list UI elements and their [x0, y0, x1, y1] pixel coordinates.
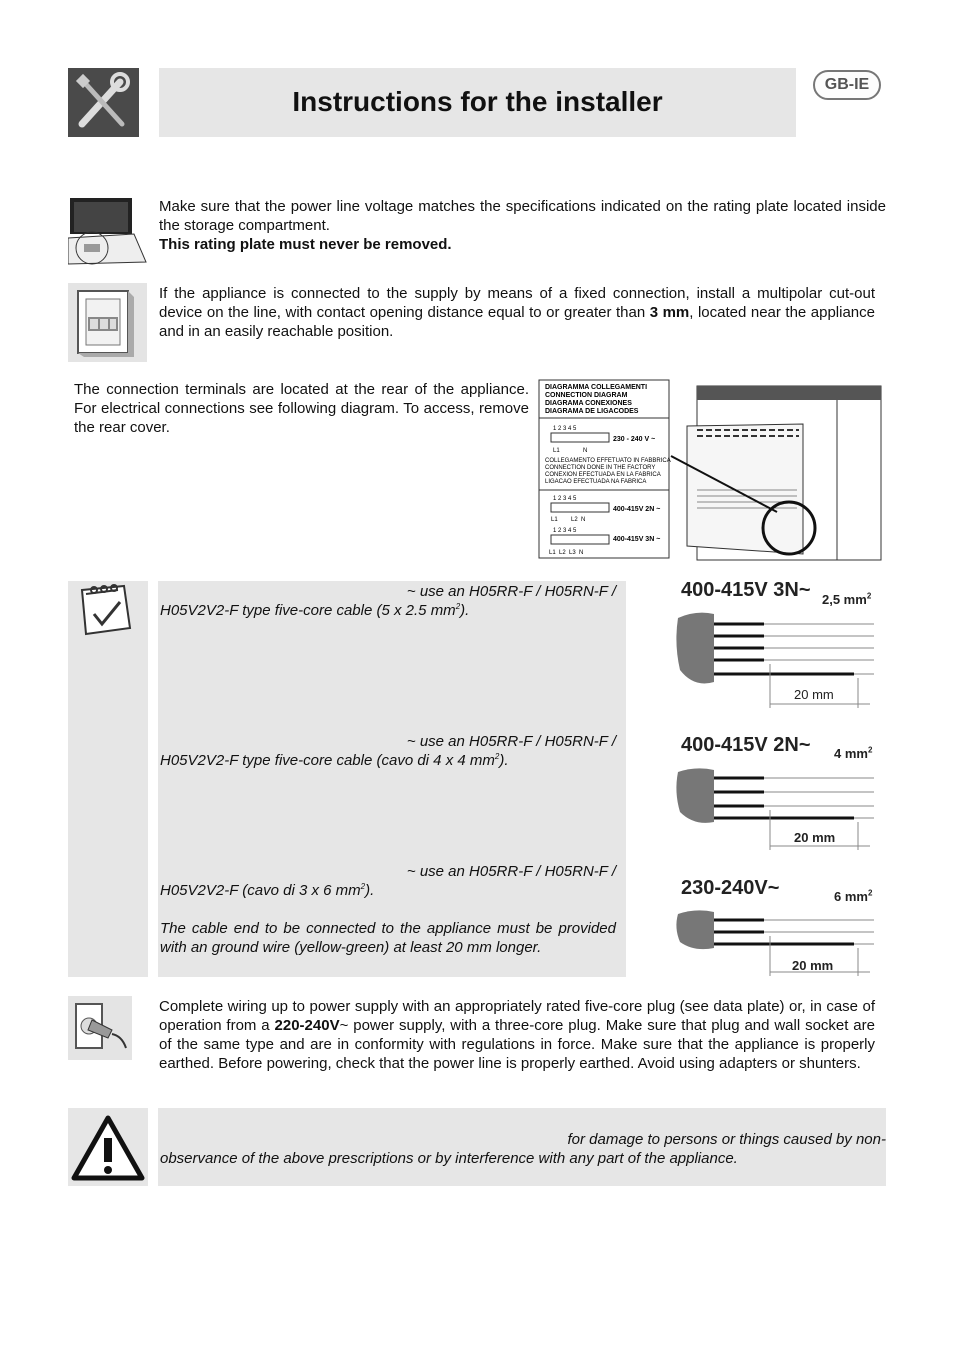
note-2n-end: ). — [499, 752, 509, 769]
cable-3n-drawing — [674, 604, 880, 708]
warning-line1: for damage to persons or things caused by non- — [567, 1131, 886, 1148]
rating-plate-warning: This rating plate must never be removed. — [159, 236, 452, 253]
rating-plate-text: Make sure that the power line voltage matches the specifications indicated on the rating plate located inside the storage compartment. — [159, 198, 886, 234]
note-2n-line2: H05V2V2-F type five-core cable (cavo di 4 x 4 mm — [160, 752, 495, 769]
warning-line2: observance of the above prescriptions or by interference with any part of the appliance. — [160, 1150, 738, 1167]
factory-pt: LIGACAO EFECTUADA NA FABRICA — [545, 479, 647, 485]
ground-wire-note: The cable end to be connected to the appliance must be provided with an ground wire (yellow-green) at least 20 mm longer. — [160, 920, 616, 956]
page-title: Instructions for the installer — [292, 86, 663, 117]
diagram-label-l1b: L1 — [551, 517, 558, 523]
switch-icon — [68, 283, 147, 362]
warning-text — [160, 1130, 886, 1168]
cable-single-length: 20 mm — [792, 958, 834, 973]
cable-3n-section: 2,5 $mm^2$ — [822, 591, 872, 607]
plug-tilde: ~ — [339, 1017, 349, 1034]
cable-2n-drawing — [674, 760, 880, 852]
note-3n-end: ). — [460, 602, 470, 619]
cable-2n-section: 4 $mm^2$ — [834, 745, 873, 761]
note-single-line1: ~ use an H05RR-F / H05RN-F / — [406, 863, 616, 880]
diagram-title-en: CONNECTION DIAGRAM — [545, 392, 628, 399]
factory-it: COLLEGAMENTO EFFETUATO IN FABBRICA — [545, 458, 671, 464]
diagram-label-l1c: L1 — [549, 550, 556, 556]
note-3n-sup: 2 — [455, 602, 461, 611]
diagram-voltage-1: 230 - 240 V ~ — [613, 436, 656, 443]
diagram-label-nc: N — [579, 550, 584, 556]
fixed-connection-text-a: If the appliance is connected to the supply by means of a fixed connection, install a multipolar cut-out device on the line, with contact opening distance equal to or greater than — [159, 285, 875, 321]
rating-plate-paragraph — [159, 197, 886, 254]
cable-3n-length: 20 mm — [794, 687, 834, 702]
note-strip — [68, 581, 148, 977]
connection-diagram — [537, 378, 883, 562]
note-2n-sup: 2 — [494, 752, 500, 761]
note-single-sup: 2 — [360, 882, 366, 891]
note-3n-line2: H05V2V2-F type five-core cable (5 x 2.5 mm — [160, 602, 456, 619]
diagram-label-l2b: L2 — [571, 517, 578, 523]
oven-compartment-icon — [68, 196, 148, 266]
diagram-title-es: DIAGRAMA CONEXIONES — [545, 400, 632, 407]
factory-en: CONNECTION DONE IN THE FACTORY — [545, 465, 656, 471]
diagram-voltage-2: 400-415V 2N ~ — [613, 506, 661, 513]
note-2n — [160, 732, 616, 770]
tools-icon — [68, 68, 139, 137]
fixed-connection-text-b: , located near the appliance and in an easily reachable position. — [159, 304, 875, 340]
note-single-line2: H05V2V2-F (cavo di 3 x 6 mm — [160, 882, 361, 899]
note-single-end: ). — [365, 882, 375, 899]
diagram-label-l3c: L3 — [569, 550, 576, 556]
terminal-numbers-3: 1 2 3 4 5 — [553, 528, 577, 534]
diagram-label-n: N — [583, 448, 588, 454]
terminals-paragraph: The connection terminals are located at the rear of the appliance. For electrical connections see following diagram. To access, remove the rear cover. — [74, 381, 529, 436]
diagram-label-l2c: L2 — [559, 550, 566, 556]
cable-single-drawing — [674, 904, 880, 978]
language-badge: GB-IE — [813, 70, 881, 100]
diagram-title-pt: DIAGRAMA DE LIGACODES — [545, 408, 639, 415]
terminal-numbers-1: 1 2 3 4 5 — [553, 426, 577, 432]
note-3n — [160, 582, 616, 620]
terminal-numbers-2: 1 2 3 4 5 — [553, 496, 577, 502]
cable-single-label: 230-240V~ — [681, 877, 780, 899]
plug-text-a: Complete wiring up to power supply with an appropriately rated five-core plug (see data plate) or, in case of operation from a — [159, 998, 875, 1034]
warning-icon — [68, 1108, 148, 1186]
diagram-label-l1: L1 — [553, 448, 560, 454]
note-3n-line1: ~ use an H05RR-F / H05RN-F / — [406, 583, 616, 600]
diagram-voltage-3: 400-415V 3N ~ — [613, 536, 661, 543]
cable-single-section: 6 $mm^2$ — [834, 888, 873, 904]
plug-paragraph — [159, 997, 875, 1073]
note-2n-line1: ~ use an H05RR-F / H05RN-F / — [406, 733, 616, 750]
plug-voltage: 220-240V — [274, 1017, 340, 1034]
note-icon — [72, 584, 134, 638]
diagram-title-it: DIAGRAMMA COLLEGAMENTI — [545, 384, 648, 391]
plug-text-b: power supply, with a three-core plug. Make sure that plug and wall socket are of the same type and are in conformity with regulations in force. Make sure that the appliance is properly earthed. Before powering, check that the power line is properly earthed. Avoid using adapters or shunters. — [159, 1017, 875, 1072]
plug-icon — [68, 996, 132, 1060]
factory-es: CONEXION EFECTUADA EN LA FABRICA — [545, 472, 661, 478]
cable-2n-label: 400-415V 2N~ — [681, 734, 811, 756]
fixed-connection-bold: 3 mm — [649, 304, 690, 321]
cable-2n-length: 20 mm — [794, 830, 836, 845]
note-single — [160, 862, 616, 957]
fixed-connection-paragraph — [159, 284, 875, 341]
cable-3n-label: 400-415V 3N~ — [681, 579, 811, 601]
diagram-label-nb: N — [581, 517, 586, 523]
